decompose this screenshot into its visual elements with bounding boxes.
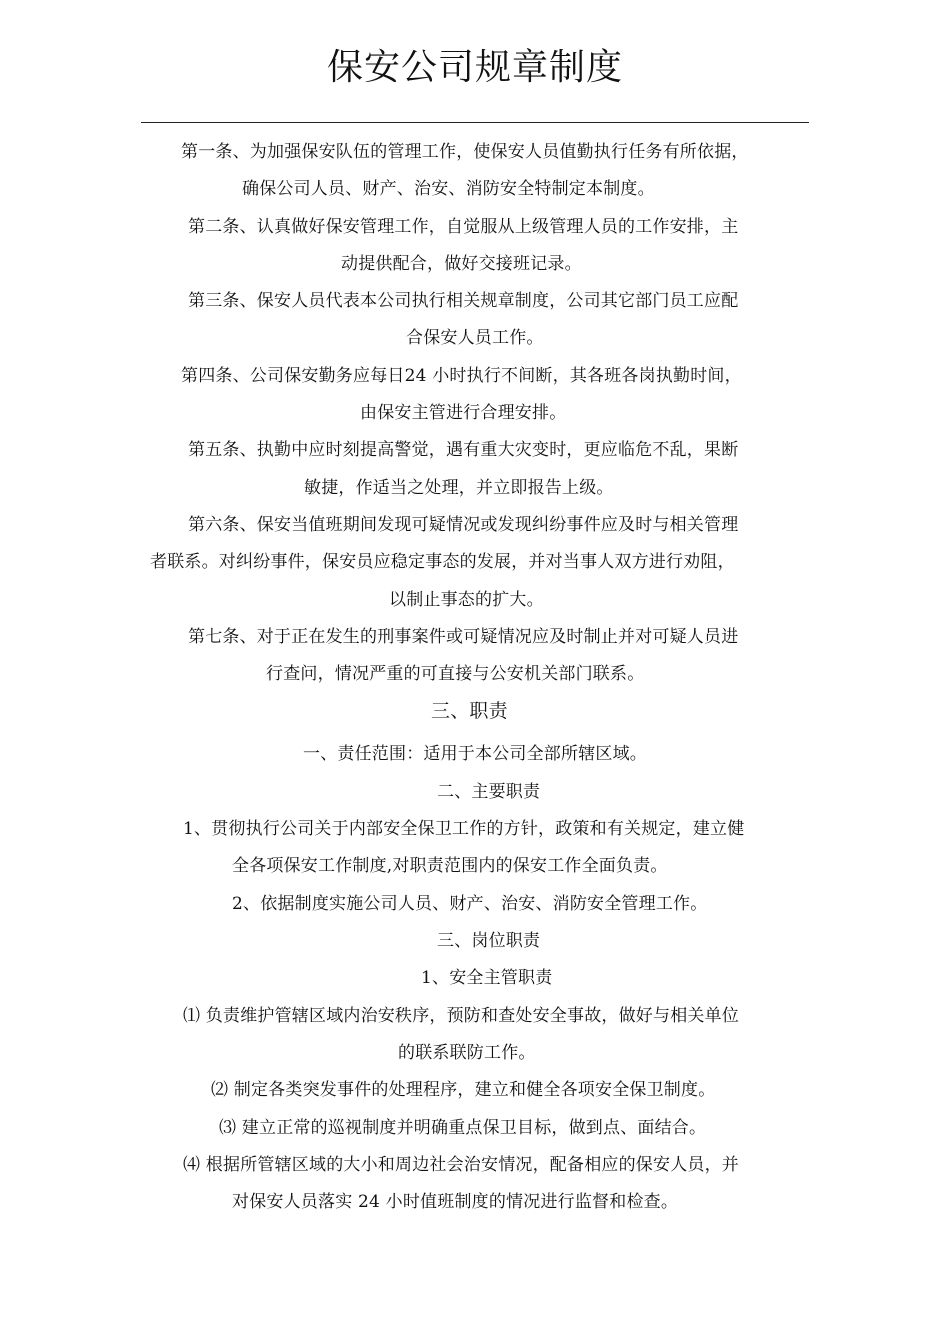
supervisor-item-4-line-2: 对保安人员落实 24 小时值班制度的情况进行监督和检查。 <box>232 1192 679 1212</box>
article-4-line-2: 由保安主管进行合理安排。 <box>360 403 567 423</box>
article-1-line-1: 第一条、为加强保安队伍的管理工作，使保安人员值勤执行任务有所依据， <box>181 142 749 162</box>
supervisor-item-1-line-2: 的联系联防工作。 <box>398 1043 536 1063</box>
article-2-line-2: 动提供配合，做好交接班记录。 <box>341 254 582 274</box>
supervisor-item-3: ⑶ 建立正常的巡视制度并明确重点保卫目标，做到点、面结合。 <box>219 1118 707 1138</box>
section-heading-duties: 三、职责 <box>431 700 508 722</box>
article-1-line-2: 确保公司人员、财产、治安、消防安全特制定本制度。 <box>242 179 655 199</box>
article-3-line-2: 合保安人员工作。 <box>406 328 544 348</box>
article-5-line-2: 敏捷，作适当之处理，并立即报告上级。 <box>304 478 614 498</box>
article-6-line-2: 者联系。对纠纷事件，保安员应稳定事态的发展，并对当事人双方进行劝阻， <box>150 552 735 572</box>
title-divider <box>141 122 809 123</box>
article-4-line-1: 第四条、公司保安勤务应每日24 小时执行不间断，其各班各岗执勤时间， <box>181 366 742 386</box>
article-2-line-1: 第二条、认真做好保安管理工作，自觉服从上级管理人员的工作安排，主 <box>188 217 739 237</box>
supervisor-item-2: ⑵ 制定各类突发事件的处理程序，建立和健全各项安全保卫制度。 <box>211 1080 716 1100</box>
article-7-line-2: 行查问，情况严重的可直接与公安机关部门联系。 <box>266 664 645 684</box>
main-duties-heading: 二、主要职责 <box>437 782 541 802</box>
supervisor-duties-heading: 1、安全主管职责 <box>421 968 553 988</box>
post-duties-heading: 三、岗位职责 <box>437 931 541 951</box>
main-duty-2: 2、依据制度实施公司人员、财产、治安、消防安全管理工作。 <box>232 894 708 914</box>
article-6-line-3: 以制止事态的扩大。 <box>389 590 544 610</box>
article-7-line-1: 第七条、对于正在发生的刑事案件或可疑情况应及时制止并对可疑人员进 <box>188 627 739 647</box>
supervisor-item-1-line-1: ⑴ 负责维护管辖区域内治安秩序，预防和查处安全事故，做好与相关单位 <box>183 1006 740 1026</box>
supervisor-item-4-line-1: ⑷ 根据所管辖区域的大小和周边社会治安情况，配备相应的保安人员，并 <box>183 1155 740 1175</box>
main-duty-1-line-2: 全各项保安工作制度,对职责范围内的保安工作全面负责。 <box>232 856 668 876</box>
responsibility-scope: 一、责任范围：适用于本公司全部所辖区域。 <box>303 744 647 764</box>
article-6-line-1: 第六条、保安当值班期间发现可疑情况或发现纠纷事件应及时与相关管理 <box>188 515 739 535</box>
article-5-line-1: 第五条、执勤中应时刻提高警觉，遇有重大灾变时，更应临危不乱，果断 <box>188 440 739 460</box>
article-3-line-1: 第三条、保安人员代表本公司执行相关规章制度，公司其它部门员工应配 <box>188 291 739 311</box>
document-title: 保安公司规章制度 <box>326 47 623 88</box>
main-duty-1-line-1: 1、贯彻执行公司关于内部安全保卫工作的方针，政策和有关规定，建立健 <box>183 819 745 839</box>
